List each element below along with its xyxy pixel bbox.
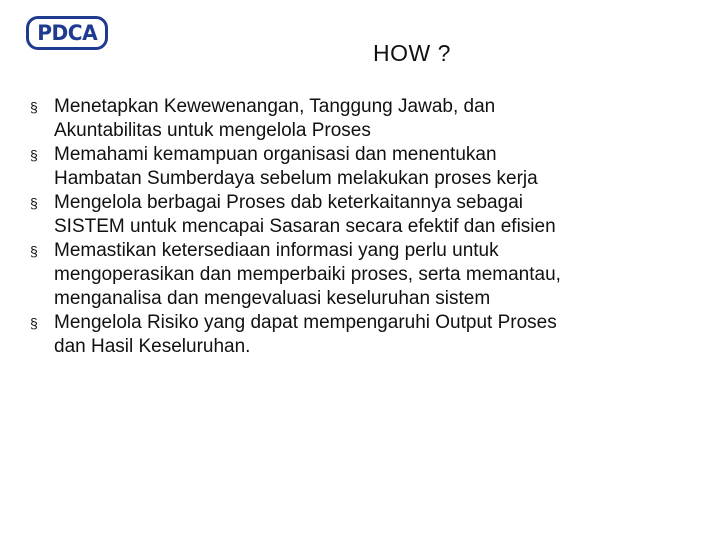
pdca-logo bbox=[26, 16, 108, 50]
bullet-text-line: Memahami kemampuan organisasi dan menentukan bbox=[54, 144, 497, 165]
bullet-item-4 bbox=[30, 239, 690, 311]
bullet-text-line: Mengelola Risiko yang dapat mempengaruhi Output Proses bbox=[54, 312, 557, 333]
bullet-marker-icon: § bbox=[30, 147, 38, 163]
bullet-text-line: menganalisa dan mengevaluasi keseluruhan sistem bbox=[54, 288, 491, 309]
bullet-text-line: Akuntabilitas untuk mengelola Proses bbox=[54, 120, 371, 141]
bullet-marker-icon: § bbox=[30, 243, 38, 259]
bullet-text-line: Memastikan ketersediaan informasi yang perlu untuk bbox=[54, 240, 499, 261]
bullet-text-line: Menetapkan Kewewenangan, Tanggung Jawab, dan bbox=[54, 96, 496, 117]
slide-title: HOW ? bbox=[373, 40, 451, 66]
bullet-item-5 bbox=[30, 311, 690, 359]
bullet-marker-icon: § bbox=[30, 99, 38, 115]
bullet-text-line: mengoperasikan dan memperbaiki proses, serta memantau, bbox=[54, 264, 561, 285]
bullet-marker-icon: § bbox=[30, 195, 38, 211]
bullet-item-2 bbox=[30, 143, 690, 191]
bullet-text-line: Mengelola berbagai Proses dab keterkaitannya sebagai bbox=[54, 192, 523, 213]
bullet-item-1 bbox=[30, 95, 690, 143]
bullet-text-line: dan Hasil Keseluruhan. bbox=[54, 336, 251, 357]
bullet-text-line: SISTEM untuk mencapai Sasaran secara efektif dan efisien bbox=[54, 216, 556, 237]
bullet-item-3 bbox=[30, 191, 690, 239]
bullet-text-line: Hambatan Sumberdaya sebelum melakukan proses kerja bbox=[54, 168, 538, 189]
bullet-content bbox=[30, 95, 690, 359]
pdca-logo-text: PDCA bbox=[37, 20, 97, 45]
bullet-list bbox=[30, 95, 690, 359]
bullet-marker-icon: § bbox=[30, 315, 38, 331]
